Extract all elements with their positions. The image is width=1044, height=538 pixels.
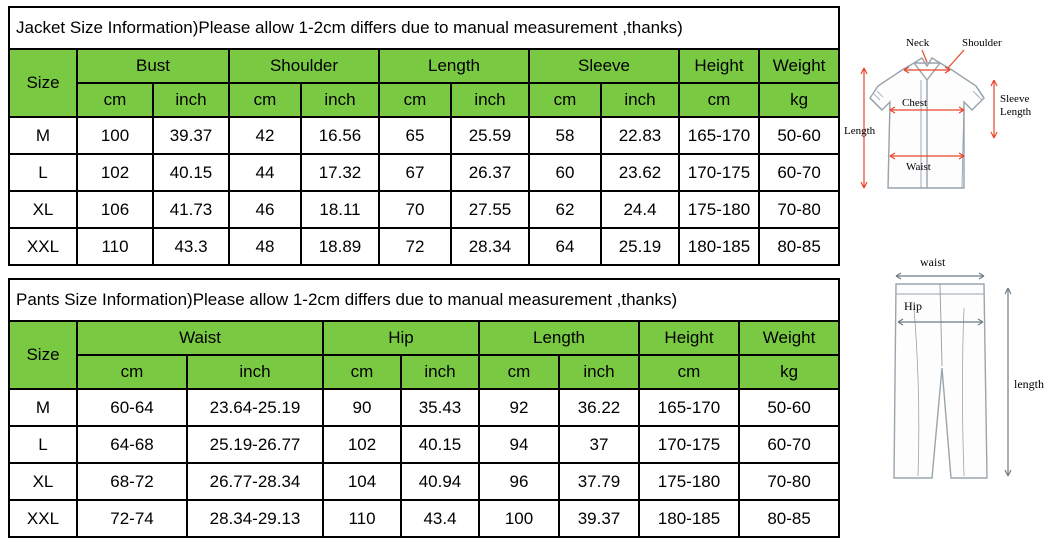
jacket-row-2-cell-3: 18.11 bbox=[301, 191, 379, 228]
jacket-row-3-cell-3: 18.89 bbox=[301, 228, 379, 265]
table-row bbox=[9, 154, 839, 191]
jacket-row-3-cell-5: 28.34 bbox=[451, 228, 529, 265]
pants-group-weight: Weight bbox=[739, 321, 839, 355]
shirt-label-neck: Neck bbox=[906, 37, 930, 49]
pants-size-table bbox=[8, 278, 840, 538]
table-row bbox=[9, 191, 839, 228]
jacket-group-height: Height bbox=[679, 49, 759, 83]
pants-row-3-cell-1: 28.34-29.13 bbox=[187, 500, 323, 537]
pants-label-length: length bbox=[1014, 377, 1044, 391]
pants-row-3-cell-4: 100 bbox=[479, 500, 559, 537]
jacket-row-0-cell-4: 65 bbox=[379, 117, 451, 154]
table-spacer bbox=[8, 266, 838, 278]
pants-row-0-cell-4: 92 bbox=[479, 389, 559, 426]
shirt-label-sleeve: Sleeve bbox=[1000, 93, 1030, 105]
pants-row-1-size: L bbox=[9, 426, 77, 463]
pants-row-1-cell-5: 37 bbox=[559, 426, 639, 463]
pants-measurement-diagram bbox=[844, 248, 1044, 486]
jacket-row-2-cell-6: 62 bbox=[529, 191, 601, 228]
pants-group-header-row bbox=[9, 321, 839, 355]
jacket-row-2-cell-2: 46 bbox=[229, 191, 301, 228]
table-row bbox=[9, 500, 839, 537]
jacket-row-3-cell-8: 180-185 bbox=[679, 228, 759, 265]
pants-unit-0: cm bbox=[77, 355, 187, 389]
pants-unit-5: inch bbox=[559, 355, 639, 389]
jacket-row-1-cell-9: 60-70 bbox=[759, 154, 839, 191]
pants-unit-6: cm bbox=[639, 355, 739, 389]
jacket-size-table bbox=[8, 6, 840, 266]
table-row bbox=[9, 463, 839, 500]
pants-size-header: Size bbox=[9, 321, 77, 389]
pants-row-3-cell-0: 72-74 bbox=[77, 500, 187, 537]
diagram-column bbox=[838, 0, 1044, 489]
jacket-row-2-size: XL bbox=[9, 191, 77, 228]
pants-row-3-cell-2: 110 bbox=[323, 500, 401, 537]
jacket-title: Jacket Size Information)Please allow 1-2cm differs due to manual measurement ,thanks) bbox=[9, 7, 839, 49]
pants-row-1-cell-7: 60-70 bbox=[739, 426, 839, 463]
table-row bbox=[9, 426, 839, 463]
jacket-row-3-cell-4: 72 bbox=[379, 228, 451, 265]
jacket-unit-4: cm bbox=[379, 83, 451, 117]
pants-row-0-cell-7: 50-60 bbox=[739, 389, 839, 426]
jacket-row-0-cell-7: 22.83 bbox=[601, 117, 679, 154]
pants-row-1-cell-4: 94 bbox=[479, 426, 559, 463]
jacket-size-header: Size bbox=[9, 49, 77, 117]
pants-row-2-cell-6: 175-180 bbox=[639, 463, 739, 500]
jacket-unit-3: inch bbox=[301, 83, 379, 117]
jacket-row-1-cell-1: 40.15 bbox=[153, 154, 229, 191]
shirt-label-chest: Chest bbox=[902, 97, 928, 109]
jacket-unit-1: inch bbox=[153, 83, 229, 117]
pants-row-0-cell-6: 165-170 bbox=[639, 389, 739, 426]
jacket-row-0-cell-0: 100 bbox=[77, 117, 153, 154]
pants-row-1-cell-1: 25.19-26.77 bbox=[187, 426, 323, 463]
pants-row-2-cell-5: 37.79 bbox=[559, 463, 639, 500]
pants-row-1-cell-3: 40.15 bbox=[401, 426, 479, 463]
pants-unit-1: inch bbox=[187, 355, 323, 389]
jacket-row-0-cell-8: 165-170 bbox=[679, 117, 759, 154]
jacket-group-bust: Bust bbox=[77, 49, 229, 83]
jacket-row-1-cell-0: 102 bbox=[77, 154, 153, 191]
jacket-row-2-cell-1: 41.73 bbox=[153, 191, 229, 228]
table-row bbox=[9, 389, 839, 426]
pants-unit-2: cm bbox=[323, 355, 401, 389]
pants-row-1-cell-6: 170-175 bbox=[639, 426, 739, 463]
pants-title: Pants Size Information)Please allow 1-2cm differs due to manual measurement ,thanks) bbox=[9, 279, 839, 321]
pants-group-length: Length bbox=[479, 321, 639, 355]
jacket-row-3-cell-6: 64 bbox=[529, 228, 601, 265]
jacket-title-row bbox=[9, 7, 839, 49]
jacket-row-0-cell-9: 50-60 bbox=[759, 117, 839, 154]
jacket-unit-8: cm bbox=[679, 83, 759, 117]
jacket-row-1-size: L bbox=[9, 154, 77, 191]
jacket-row-2-cell-7: 24.4 bbox=[601, 191, 679, 228]
jacket-row-0-cell-6: 58 bbox=[529, 117, 601, 154]
jacket-group-sleeve: Sleeve bbox=[529, 49, 679, 83]
pants-unit-row bbox=[9, 355, 839, 389]
jacket-row-1-cell-6: 60 bbox=[529, 154, 601, 191]
table-row bbox=[9, 228, 839, 265]
pants-row-1-cell-0: 64-68 bbox=[77, 426, 187, 463]
pants-row-2-cell-2: 104 bbox=[323, 463, 401, 500]
jacket-row-2-cell-4: 70 bbox=[379, 191, 451, 228]
jacket-row-0-size: M bbox=[9, 117, 77, 154]
jacket-row-0-cell-1: 39.37 bbox=[153, 117, 229, 154]
pants-row-2-cell-0: 68-72 bbox=[77, 463, 187, 500]
jacket-row-3-size: XXL bbox=[9, 228, 77, 265]
jacket-row-2-cell-9: 70-80 bbox=[759, 191, 839, 228]
jacket-unit-5: inch bbox=[451, 83, 529, 117]
jacket-row-3-cell-9: 80-85 bbox=[759, 228, 839, 265]
pants-row-0-cell-2: 90 bbox=[323, 389, 401, 426]
jacket-row-3-cell-7: 25.19 bbox=[601, 228, 679, 265]
jacket-row-2-cell-8: 175-180 bbox=[679, 191, 759, 228]
jacket-group-length: Length bbox=[379, 49, 529, 83]
jacket-row-1-cell-2: 44 bbox=[229, 154, 301, 191]
pants-svg bbox=[844, 248, 1044, 486]
jacket-row-0-cell-2: 42 bbox=[229, 117, 301, 154]
pants-row-2-cell-7: 70-80 bbox=[739, 463, 839, 500]
pants-row-2-cell-4: 96 bbox=[479, 463, 559, 500]
pants-row-2-size: XL bbox=[9, 463, 77, 500]
pants-row-2-cell-1: 26.77-28.34 bbox=[187, 463, 323, 500]
jacket-unit-7: inch bbox=[601, 83, 679, 117]
jacket-group-shoulder: Shoulder bbox=[229, 49, 379, 83]
pants-row-3-size: XXL bbox=[9, 500, 77, 537]
jacket-row-0-cell-5: 25.59 bbox=[451, 117, 529, 154]
pants-row-3-cell-6: 180-185 bbox=[639, 500, 739, 537]
pants-row-0-cell-1: 23.64-25.19 bbox=[187, 389, 323, 426]
jacket-row-1-cell-3: 17.32 bbox=[301, 154, 379, 191]
shirt-label-shoulder: Shoulder bbox=[962, 37, 1002, 49]
jacket-unit-6: cm bbox=[529, 83, 601, 117]
pants-group-hip: Hip bbox=[323, 321, 479, 355]
jacket-row-3-cell-0: 110 bbox=[77, 228, 153, 265]
jacket-group-weight: Weight bbox=[759, 49, 839, 83]
jacket-row-3-cell-2: 48 bbox=[229, 228, 301, 265]
shirt-label-sleeve-length: Length bbox=[1000, 106, 1032, 118]
jacket-row-2-cell-0: 106 bbox=[77, 191, 153, 228]
jacket-row-1-cell-8: 170-175 bbox=[679, 154, 759, 191]
shirt-label-length: Length bbox=[844, 125, 876, 137]
jacket-row-3-cell-1: 43.3 bbox=[153, 228, 229, 265]
pants-row-3-cell-5: 39.37 bbox=[559, 500, 639, 537]
pants-unit-4: cm bbox=[479, 355, 559, 389]
pants-group-height: Height bbox=[639, 321, 739, 355]
pants-row-0-cell-3: 35.43 bbox=[401, 389, 479, 426]
jacket-row-1-cell-4: 67 bbox=[379, 154, 451, 191]
pants-group-waist: Waist bbox=[77, 321, 323, 355]
jacket-unit-9: kg bbox=[759, 83, 839, 117]
tables-column bbox=[8, 6, 838, 538]
pants-unit-3: inch bbox=[401, 355, 479, 389]
jacket-unit-2: cm bbox=[229, 83, 301, 117]
jacket-unit-row bbox=[9, 83, 839, 117]
jacket-row-1-cell-7: 23.62 bbox=[601, 154, 679, 191]
pants-label-hip: Hip bbox=[904, 299, 922, 313]
table-row bbox=[9, 117, 839, 154]
pants-row-0-cell-5: 36.22 bbox=[559, 389, 639, 426]
jacket-unit-0: cm bbox=[77, 83, 153, 117]
pants-row-1-cell-2: 102 bbox=[323, 426, 401, 463]
pants-label-waist: waist bbox=[920, 255, 946, 269]
jacket-row-0-cell-3: 16.56 bbox=[301, 117, 379, 154]
jacket-group-header-row bbox=[9, 49, 839, 83]
jacket-row-2-cell-5: 27.55 bbox=[451, 191, 529, 228]
pants-row-3-cell-3: 43.4 bbox=[401, 500, 479, 537]
shirt-svg bbox=[844, 28, 1044, 218]
pants-row-3-cell-7: 80-85 bbox=[739, 500, 839, 537]
pants-unit-7: kg bbox=[739, 355, 839, 389]
shirt-measurement-diagram bbox=[844, 28, 1044, 218]
pants-row-0-size: M bbox=[9, 389, 77, 426]
shirt-label-waist: Waist bbox=[906, 161, 931, 173]
pants-title-row bbox=[9, 279, 839, 321]
pants-row-2-cell-3: 40.94 bbox=[401, 463, 479, 500]
jacket-row-1-cell-5: 26.37 bbox=[451, 154, 529, 191]
pants-row-0-cell-0: 60-64 bbox=[77, 389, 187, 426]
